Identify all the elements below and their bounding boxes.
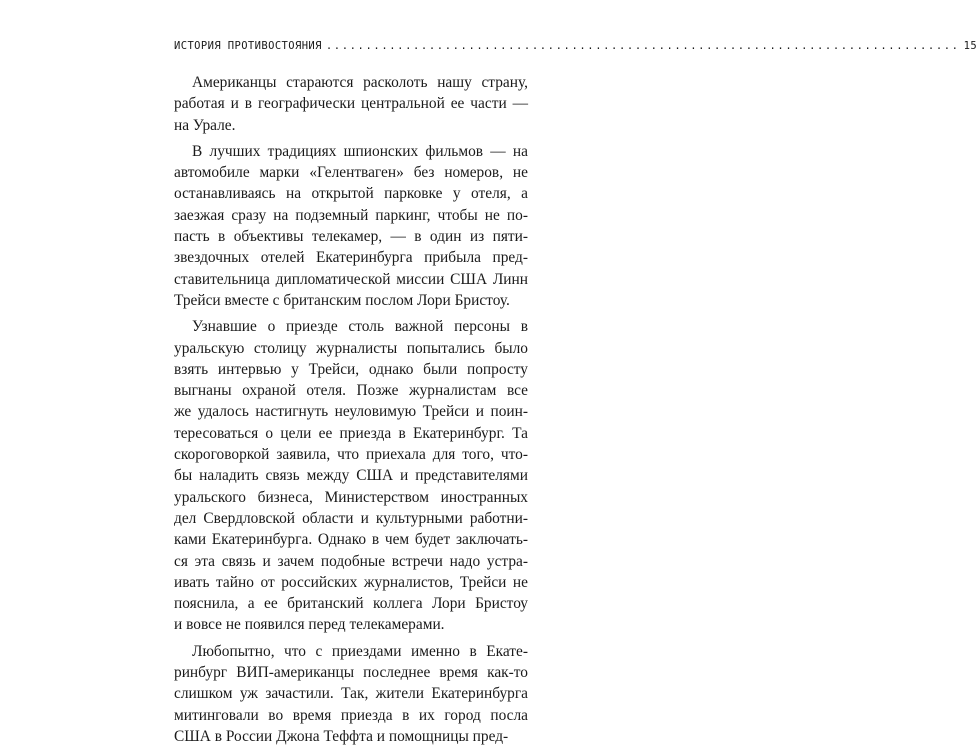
- text-line: Узнавшие о приезде столь важной персоны в: [192, 318, 528, 336]
- text-line: ринбург ВИП-американцы последнее время как-то: [174, 664, 528, 682]
- dot-leader: [326, 40, 960, 52]
- text-line: тересоваться о цели ее приезда в Екатеринбург. Та: [174, 424, 528, 442]
- text-line: взять интервью у Трейси, однако были попросту: [174, 360, 528, 378]
- text-line: США в России Джона Теффта и помощницы пред-: [174, 727, 509, 745]
- text-line: ставительница дипломатической миссии США Линн: [174, 270, 528, 288]
- running-head-title: ИСТОРИЯ ПРОТИВОСТОЯНИЯ: [174, 40, 322, 52]
- text-line: скороговоркой заявила, что приехала для того, что-: [174, 446, 528, 464]
- running-head: [174, 40, 977, 58]
- paragraph: [174, 641, 528, 747]
- text-line: уральскую столицу журналисты попытались было: [174, 339, 528, 357]
- text-line: ся эта связь и зачем подобные встречи надо устра-: [174, 552, 528, 570]
- text-line: выгнаны охраной отеля. Позже журналистам все: [174, 382, 528, 400]
- text-line: бы наладить связь между США и представителями: [174, 467, 528, 485]
- text-line: на Урале.: [174, 116, 236, 134]
- text-line: звездочных отелей Екатеринбурга прибыла пред-: [174, 249, 528, 267]
- text-line: Американцы стараются расколоть нашу страну,: [192, 74, 528, 91]
- paragraph: [174, 141, 528, 311]
- text-line: пояснила, а ее британский коллега Лори Бристоу: [174, 595, 528, 613]
- text-line: и вовсе не появился перед телекамерами.: [174, 616, 445, 634]
- body-text: [174, 72, 528, 752]
- text-line: ивать тайно от российских журналистов, Трейси не: [174, 573, 528, 591]
- text-line: митинговали во время приезда в их город посла: [174, 706, 528, 724]
- text-line: автомобиле марки «Гелентваген» без номеров, не: [174, 164, 528, 182]
- page-number: 15: [963, 40, 977, 52]
- paragraph: [174, 316, 528, 635]
- text-line: уральского бизнеса, Министерством иностранных: [174, 488, 528, 506]
- text-line: Трейси вместе с британским послом Лори Бристоу.: [174, 291, 510, 309]
- text-line: слишком уж зачастили. Так, жители Екатеринбурга: [174, 685, 528, 703]
- text-line: же удалось настигнуть неуловимую Трейси и поин-: [174, 403, 528, 421]
- text-line: В лучших традициях шпионских фильмов — на: [192, 142, 528, 160]
- text-line: ками Екатеринбурга. Однако в чем будет заключать-: [174, 531, 528, 549]
- text-line: Любопытно, что с приездами именно в Екате-: [192, 642, 528, 660]
- text-line: работая и в географически центральной ее части —: [174, 95, 528, 113]
- text-line: дел Свердловской области и культурными работни-: [174, 509, 528, 527]
- text-line: заезжая сразу на подземный паркинг, чтобы не по-: [174, 206, 528, 224]
- text-line: останавливаясь на открытой парковке у отеля, а: [174, 185, 528, 203]
- paragraph: [174, 72, 528, 136]
- text-line: пасть в объективы телекамер, — в один из пяти-: [174, 228, 528, 246]
